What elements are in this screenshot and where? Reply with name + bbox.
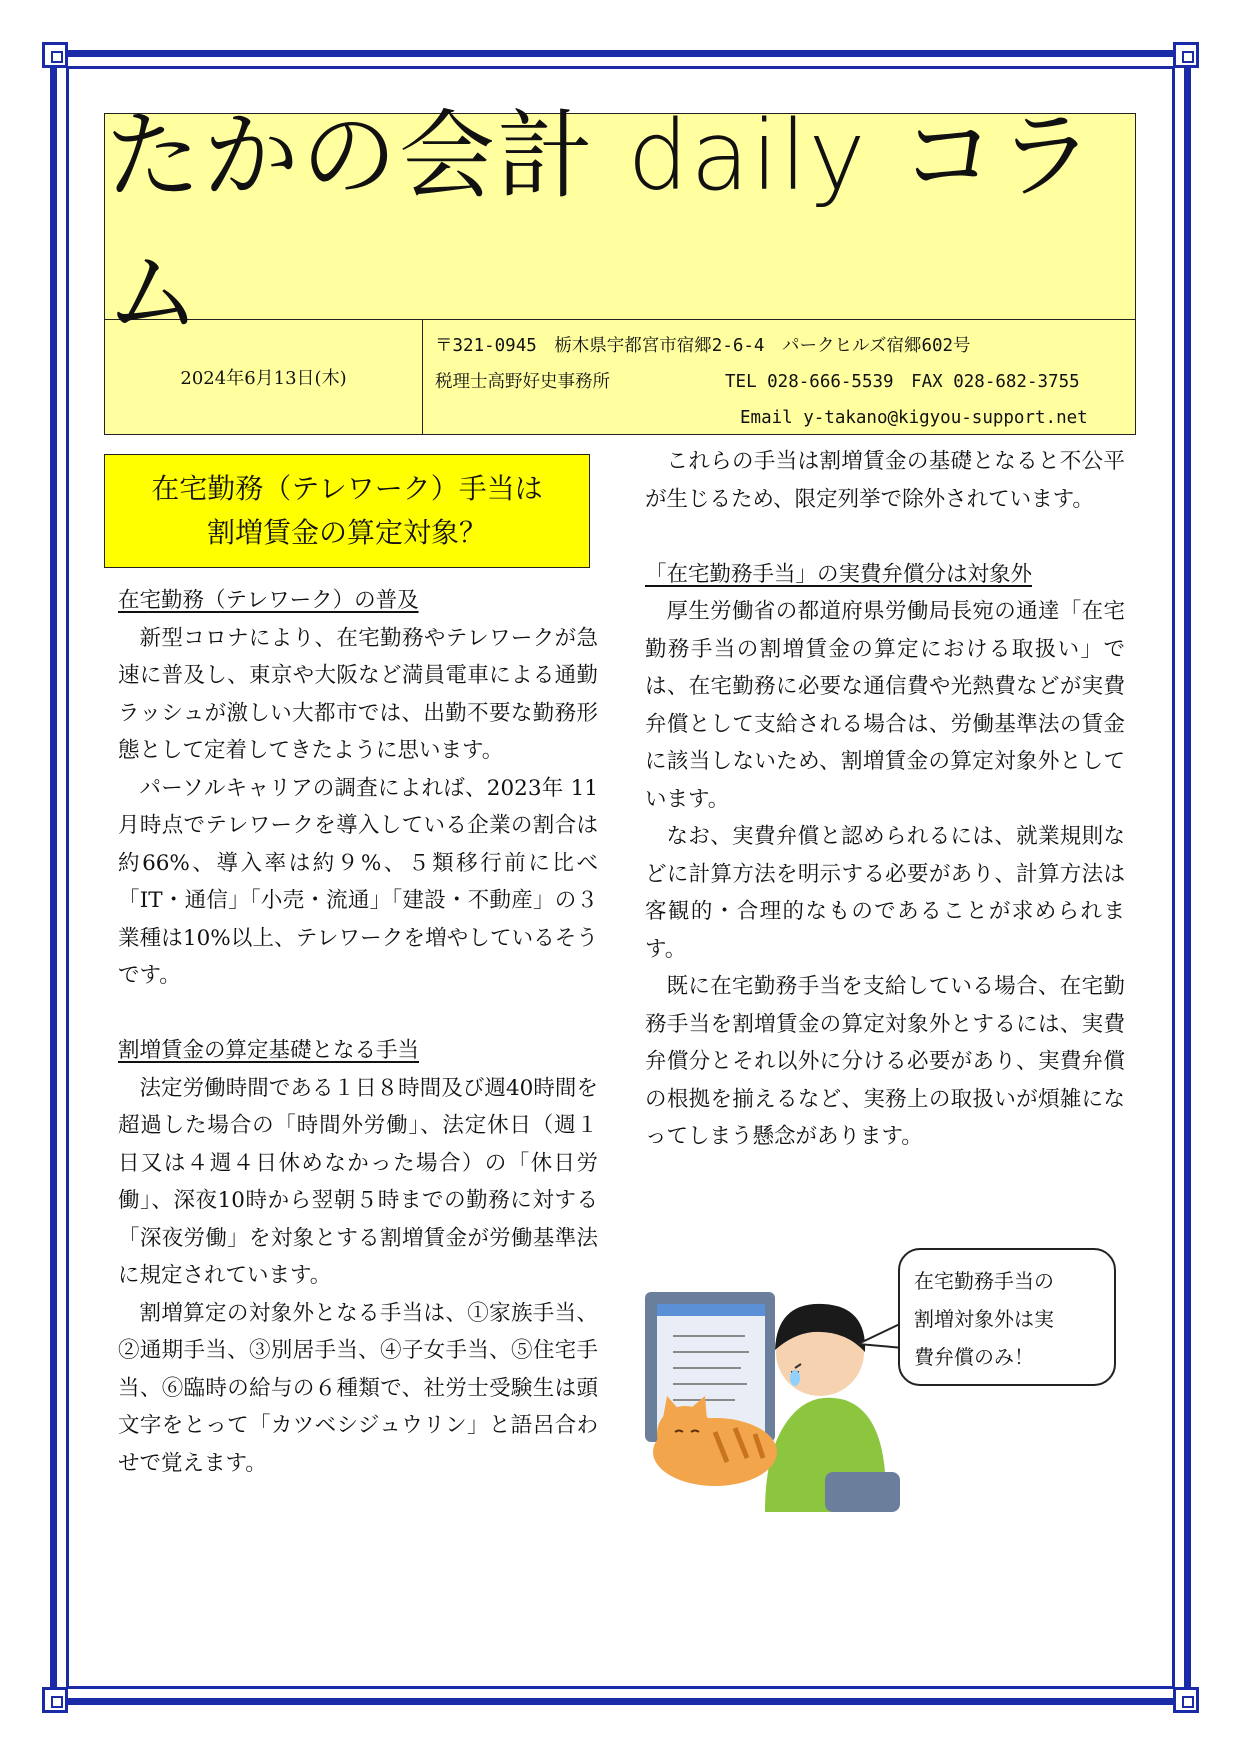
phone-fax: TEL 028-666-5539 FAX 028-682-3755 bbox=[725, 372, 1080, 392]
firm-name: 税理士高野好史事務所 bbox=[435, 372, 610, 392]
section-heading: 「在宅勤務手当」の実費弁償分は対象外 bbox=[645, 561, 1033, 587]
paragraph: 新型コロナにより、在宅勤務やテレワークが急速に普及し、東京や大阪など満員電車による通勤ラッシュが激しい大都市では、出勤不要な勤務形態として定着してきたように思います。 bbox=[118, 625, 598, 763]
bubble-line: 費弁償のみ！ bbox=[914, 1345, 1034, 1369]
contact-info bbox=[435, 328, 1125, 436]
right-column bbox=[645, 443, 1125, 1156]
bubble-line: 割増対象外は実 bbox=[914, 1307, 1054, 1331]
paragraph: 割増算定の対象外となる手当は、①家族手当、②通期手当、③別居手当、④子女手当、⑤住宅手当、⑥臨時の給与の６種類で、社労士受験生は頭文字をとって「カツベシジュウリン」と語呂合わせで覚えます。 bbox=[118, 1300, 598, 1476]
paragraph: なお、実費弁償と認められるには、就業規則などに計算方法を明示する必要があり、計算方法は客観的・合理的なものであることが求められます。 bbox=[645, 824, 1125, 962]
paragraph: 既に在宅勤務手当を支給している場合、在宅勤務手当を割増賃金の算定対象外とするには、実費弁償分とそれ以外に分ける必要があり、実費弁償の根拠を揃えるなど、実務上の取扱いが煩雑になってしまう懸念があります。 bbox=[645, 974, 1125, 1149]
section-heading: 在宅勤務（テレワーク）の普及 bbox=[118, 588, 419, 613]
paragraph: 厚生労働省の都道府県労働局長宛の通達「在宅勤務手当の割増賃金の算定における取扱い」では、在宅勤務に必要な通信費や光熱費などが実費弁償として支給される場合は、労働基準法の賃金に該当しないため、割増賃金の算定対象外としています。 bbox=[645, 599, 1125, 812]
issue-date: 2024年6月13日(木) bbox=[105, 320, 423, 434]
corner-ornament bbox=[1173, 1687, 1199, 1713]
newsletter-title: たかの会計 daily コラム bbox=[105, 114, 1135, 320]
newsletter-header bbox=[104, 99, 1136, 435]
article-title bbox=[104, 454, 590, 568]
article-title-line-1: 在宅勤務（テレワーク）手当は bbox=[151, 472, 543, 505]
article-title-line-2: 割増賃金の算定対象？ bbox=[206, 516, 487, 549]
email-address: Email y-takano@kigyou-support.net bbox=[740, 408, 1088, 428]
corner-ornament bbox=[42, 1687, 68, 1713]
speech-bubble bbox=[898, 1248, 1116, 1386]
paragraph: 法定労働時間である１日８時間及び週40時間を超過した場合の「時間外労働」、法定休日（週１日又は４週４日休めなかった場合）の「休日労働」、深夜10時から翌朝５時までの勤務に対する「深夜労働」を対象とする割増賃金が労働基準法に規定されています。 bbox=[118, 1075, 598, 1288]
paragraph: パーソルキャリアの調査によれば、2023年 11 月時点でテレワークを導入している企業の割合は約66%、導入率は約９%、５類移行前に比べ「IT・通信」「小売・流通」「建設・不動産」の３業種は10%以上、テレワークを増やしているそうです。 bbox=[118, 775, 598, 988]
corner-ornament bbox=[42, 42, 68, 68]
corner-ornament bbox=[1173, 42, 1199, 68]
section-heading: 割増賃金の算定基礎となる手当 bbox=[118, 1038, 420, 1063]
telework-illustration bbox=[645, 1272, 905, 1512]
left-column bbox=[118, 582, 598, 1482]
chair-icon bbox=[825, 1472, 900, 1512]
address: 〒321-0945 栃木県宇都宮市宿郷2-6-4 パークヒルズ宿郷602号 bbox=[435, 336, 971, 356]
paragraph: これらの手当は割増賃金の基礎となると不公平が生じるため、限定列挙で除外されています。 bbox=[645, 449, 1125, 512]
bubble-line: 在宅勤務手当の bbox=[914, 1269, 1054, 1293]
